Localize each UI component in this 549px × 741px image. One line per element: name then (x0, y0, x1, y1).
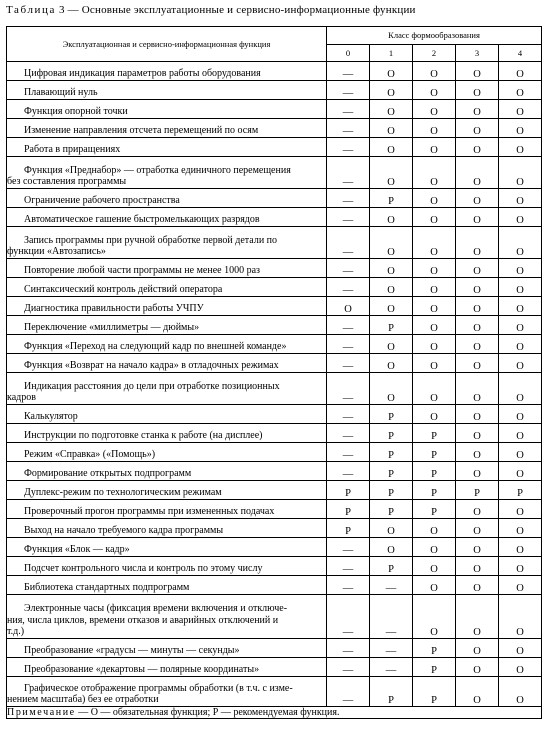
function-text-line: Диагностика правильности работы УЧПУ (24, 303, 204, 315)
class-3-value: О (456, 119, 499, 138)
class-3-value: О (456, 405, 499, 424)
table-row (7, 316, 542, 335)
class-4-value: О (499, 557, 542, 576)
class-0-value: — (327, 538, 370, 557)
class-4-value: О (499, 405, 542, 424)
class-1-value: О (370, 335, 413, 354)
class-3-value: О (456, 354, 499, 373)
class-0-value: — (327, 677, 370, 707)
class-2-value: О (413, 373, 456, 405)
class-3-value: О (456, 500, 499, 519)
class-4-value: О (499, 538, 542, 557)
class-2-value: Р (413, 658, 456, 677)
table-row (7, 481, 542, 500)
function-text-line: Автоматическое гашение быстромелькающих разрядов (24, 214, 260, 226)
class-2-value: О (413, 557, 456, 576)
table-row (7, 677, 542, 707)
class-3-value: О (456, 335, 499, 354)
function-cell (7, 354, 327, 373)
class-4-value: О (499, 278, 542, 297)
table-row (7, 157, 542, 189)
function-text-line: Электронные часы (фиксация времени включения и отключе- (24, 603, 288, 615)
class-0-value: — (327, 81, 370, 100)
function-cell (7, 576, 327, 595)
class-3-value: О (456, 557, 499, 576)
function-cell (7, 538, 327, 557)
table-row (7, 138, 542, 157)
function-text-line: Индикация расстояния до цели при отработке позиционных (24, 380, 280, 392)
function-text-line: нением масштаба) без ее отработки (7, 694, 159, 706)
function-text-line: Дуплекс-режим по технологическим режимам (24, 487, 222, 499)
table-caption (6, 4, 416, 16)
class-1-value: О (370, 138, 413, 157)
class-0-value: — (327, 639, 370, 658)
class-4-value: О (499, 62, 542, 81)
class-3-value: О (456, 538, 499, 557)
class-4-value: О (499, 316, 542, 335)
function-text-line: Синтаксический контроль действий оператора (24, 284, 223, 296)
function-text-line: Функция «Преднабор» — отработка единичного перемещения (24, 164, 291, 176)
class-3-value: О (456, 519, 499, 538)
table-row (7, 278, 542, 297)
table-row (7, 424, 542, 443)
class-3-value: О (456, 157, 499, 189)
class-2-value: Р (413, 443, 456, 462)
class-1-value: О (370, 119, 413, 138)
function-text-line: Функция «Переход на следующий кадр по внешней команде» (24, 341, 287, 353)
class-2-value: О (413, 208, 456, 227)
class-4-value: О (499, 259, 542, 278)
class-2-value: О (413, 354, 456, 373)
class-0-value: О (327, 297, 370, 316)
class-0-value: — (327, 595, 370, 639)
function-text-line: Ограничение рабочего пространства (24, 195, 180, 207)
class-1-value: — (370, 595, 413, 639)
function-text-line: Калькулятор (24, 411, 78, 423)
class-1-value: Р (370, 677, 413, 707)
class-4-value: Р (499, 481, 542, 500)
class-4-value: О (499, 335, 542, 354)
function-text-line: функции «Автозапись» (7, 246, 106, 258)
function-text-line: ния, числа циклов, времени отказов и аварийных отключений и (7, 614, 279, 626)
class-3-value: О (456, 208, 499, 227)
class-0-value: — (327, 462, 370, 481)
class-2-value: О (413, 138, 456, 157)
class-4-value: О (499, 208, 542, 227)
class-3-value: О (456, 138, 499, 157)
table-note (7, 707, 542, 719)
class-1-value: О (370, 297, 413, 316)
table-row (7, 658, 542, 677)
class-4-value: О (499, 157, 542, 189)
function-cell (7, 677, 327, 707)
function-text-line: Запись программы при ручной обработке первой детали по (24, 234, 278, 246)
class-0-value: — (327, 62, 370, 81)
class-3-value: О (456, 462, 499, 481)
class-4-value: О (499, 227, 542, 259)
class-1-value: О (370, 373, 413, 405)
table-row (7, 519, 542, 538)
class-1-value: — (370, 639, 413, 658)
table-row (7, 557, 542, 576)
class-2-value: О (413, 278, 456, 297)
class-2-value: Р (413, 481, 456, 500)
function-cell (7, 297, 327, 316)
class-0-value: — (327, 157, 370, 189)
class-3-value: О (456, 424, 499, 443)
class-3-value: О (456, 443, 499, 462)
class-3-value: О (456, 278, 499, 297)
class-2-value: Р (413, 639, 456, 658)
table-row (7, 354, 542, 373)
class-2-value: О (413, 62, 456, 81)
function-text-line: Инструкции по подготовке станка к работе (на дисплее) (24, 430, 263, 442)
table-row (7, 208, 542, 227)
table-row (7, 576, 542, 595)
function-cell (7, 227, 327, 259)
class-2-value: О (413, 538, 456, 557)
table-row (7, 373, 542, 405)
class-3-value: О (456, 227, 499, 259)
function-text-line: Плавающий нуль (24, 87, 98, 99)
class-2-value: Р (413, 677, 456, 707)
class-1-value: О (370, 100, 413, 119)
function-cell (7, 208, 327, 227)
function-text-line: Подсчет контрольного числа и контроль по этому числу (24, 563, 263, 575)
function-cell (7, 119, 327, 138)
class-4-value: О (499, 500, 542, 519)
class-2-value: Р (413, 462, 456, 481)
table-row (7, 405, 542, 424)
function-cell (7, 595, 327, 639)
function-text-line: Библиотека стандартных подпрограмм (24, 582, 190, 594)
class-3-value: О (456, 62, 499, 81)
function-cell (7, 462, 327, 481)
function-cell (7, 557, 327, 576)
class-3-value: О (456, 81, 499, 100)
class-3-value: О (456, 100, 499, 119)
class-1-value: О (370, 227, 413, 259)
header-class-4: 4 (499, 44, 542, 62)
table-row (7, 297, 542, 316)
caption-lead: Таблица (6, 4, 56, 16)
class-2-value: О (413, 335, 456, 354)
table-row (7, 259, 542, 278)
class-3-value: О (456, 677, 499, 707)
class-2-value: О (413, 405, 456, 424)
class-4-value: О (499, 373, 542, 405)
function-text-line: т.д.) (7, 626, 25, 638)
function-cell (7, 278, 327, 297)
class-2-value: О (413, 595, 456, 639)
function-cell (7, 316, 327, 335)
class-4-value: О (499, 658, 542, 677)
function-text-line: Графическое отображение программы обработки (в т.ч. с изме- (24, 682, 293, 694)
header-class-1: 1 (370, 44, 413, 62)
function-cell (7, 519, 327, 538)
class-4-value: О (499, 297, 542, 316)
class-1-value: Р (370, 481, 413, 500)
class-4-value: О (499, 462, 542, 481)
class-2-value: Р (413, 500, 456, 519)
function-text-line: Режим «Справка» («Помощь») (24, 449, 156, 461)
class-4-value: О (499, 576, 542, 595)
class-2-value: О (413, 157, 456, 189)
class-4-value: О (499, 639, 542, 658)
table-row (7, 335, 542, 354)
class-1-value: О (370, 208, 413, 227)
class-2-value: О (413, 189, 456, 208)
class-0-value: — (327, 100, 370, 119)
class-0-value: — (327, 138, 370, 157)
class-1-value: — (370, 658, 413, 677)
class-0-value: — (327, 208, 370, 227)
class-0-value: — (327, 119, 370, 138)
class-1-value: — (370, 576, 413, 595)
table-row (7, 462, 542, 481)
function-cell (7, 500, 327, 519)
function-cell (7, 335, 327, 354)
header-class-3: 3 (456, 44, 499, 62)
header-function: Эксплуатационная и сервисно-информационная функция (7, 27, 327, 62)
class-1-value: О (370, 519, 413, 538)
function-text-line: Цифровая индикация параметров работы оборудования (24, 68, 261, 80)
function-cell (7, 100, 327, 119)
function-cell (7, 138, 327, 157)
note-label: Примечание (7, 707, 76, 718)
function-cell (7, 481, 327, 500)
caption-text: 3 — Основные эксплуатационные и сервисно-информационные функции (56, 4, 416, 16)
function-text-line: Функция «Блок — кадр» (24, 544, 130, 556)
table-row (7, 62, 542, 81)
table-row (7, 189, 542, 208)
class-0-value: — (327, 259, 370, 278)
class-2-value: О (413, 259, 456, 278)
class-2-value: Р (413, 424, 456, 443)
function-text-line: Функция «Возврат на начало кадра» в отладочных режимах (24, 360, 279, 372)
class-3-value: О (456, 373, 499, 405)
class-2-value: О (413, 316, 456, 335)
class-0-value: Р (327, 519, 370, 538)
class-3-value: О (456, 316, 499, 335)
table-row (7, 443, 542, 462)
class-1-value: Р (370, 316, 413, 335)
function-text-line: Формирование открытых подпрограмм (24, 468, 192, 480)
class-0-value: — (327, 354, 370, 373)
class-0-value: — (327, 576, 370, 595)
class-2-value: О (413, 519, 456, 538)
class-4-value: О (499, 424, 542, 443)
function-text-line: Функция опорной точки (24, 106, 128, 118)
class-2-value: О (413, 227, 456, 259)
class-3-value: О (456, 658, 499, 677)
function-text-line: Переключение «миллиметры — дюймы» (24, 322, 200, 334)
header-class-group: Класс формообразования (327, 27, 542, 45)
function-cell (7, 639, 327, 658)
function-cell (7, 81, 327, 100)
function-cell (7, 658, 327, 677)
class-1-value: Р (370, 500, 413, 519)
table-row (7, 119, 542, 138)
function-cell (7, 373, 327, 405)
function-cell (7, 157, 327, 189)
class-2-value: О (413, 576, 456, 595)
class-4-value: О (499, 519, 542, 538)
class-2-value: О (413, 81, 456, 100)
class-4-value: О (499, 354, 542, 373)
class-1-value: О (370, 157, 413, 189)
function-cell (7, 443, 327, 462)
class-1-value: Р (370, 189, 413, 208)
function-text-line: кадров (7, 392, 36, 404)
class-0-value: — (327, 373, 370, 405)
table-row (7, 227, 542, 259)
function-text-line: Проверочный прогон программы при измененных подачах (24, 506, 275, 518)
function-text-line: Выход на начало требуемого кадра программы (24, 525, 224, 537)
header-class-0: 0 (327, 44, 370, 62)
class-4-value: О (499, 100, 542, 119)
functions-table (6, 26, 542, 719)
function-text-line: Изменение направления отсчета перемещений по осям (24, 125, 259, 137)
table-row (7, 500, 542, 519)
class-0-value: — (327, 443, 370, 462)
class-4-value: О (499, 443, 542, 462)
table-body (7, 62, 542, 707)
class-0-value: Р (327, 481, 370, 500)
function-text-line: Преобразование «градусы — минуты — секунды» (24, 645, 240, 657)
function-text-line: без составления программы (7, 176, 127, 188)
class-4-value: О (499, 677, 542, 707)
class-1-value: Р (370, 424, 413, 443)
table-row (7, 639, 542, 658)
class-3-value: О (456, 297, 499, 316)
function-cell (7, 259, 327, 278)
table-row (7, 81, 542, 100)
class-1-value: Р (370, 462, 413, 481)
class-0-value: — (327, 405, 370, 424)
function-cell (7, 62, 327, 81)
function-text-line: Повторение любой части программы не менее 1000 раз (24, 265, 260, 277)
class-3-value: О (456, 576, 499, 595)
class-0-value: — (327, 557, 370, 576)
class-4-value: О (499, 595, 542, 639)
class-0-value: — (327, 658, 370, 677)
class-3-value: О (456, 595, 499, 639)
class-0-value: Р (327, 500, 370, 519)
class-1-value: О (370, 62, 413, 81)
class-1-value: О (370, 538, 413, 557)
class-0-value: — (327, 189, 370, 208)
class-3-value: О (456, 189, 499, 208)
class-4-value: О (499, 81, 542, 100)
class-1-value: О (370, 81, 413, 100)
function-cell (7, 424, 327, 443)
table-row (7, 595, 542, 639)
class-1-value: О (370, 278, 413, 297)
function-cell (7, 189, 327, 208)
table-row (7, 538, 542, 557)
class-0-value: — (327, 227, 370, 259)
class-2-value: О (413, 119, 456, 138)
class-4-value: О (499, 189, 542, 208)
class-0-value: — (327, 335, 370, 354)
class-3-value: О (456, 259, 499, 278)
class-3-value: О (456, 639, 499, 658)
class-1-value: Р (370, 405, 413, 424)
note-text: — О — обязательная функция; Р — рекомендуемая функция. (75, 707, 340, 718)
header-class-2: 2 (413, 44, 456, 62)
class-2-value: О (413, 297, 456, 316)
class-1-value: О (370, 354, 413, 373)
table-row (7, 100, 542, 119)
class-0-value: — (327, 424, 370, 443)
function-text-line: Преобразование «декартовы — полярные координаты» (24, 664, 260, 676)
class-3-value: Р (456, 481, 499, 500)
class-4-value: О (499, 138, 542, 157)
class-0-value: — (327, 278, 370, 297)
function-text-line: Работа в приращениях (24, 144, 121, 156)
class-1-value: О (370, 259, 413, 278)
class-1-value: Р (370, 557, 413, 576)
class-0-value: — (327, 316, 370, 335)
class-4-value: О (499, 119, 542, 138)
function-cell (7, 405, 327, 424)
class-1-value: Р (370, 443, 413, 462)
class-2-value: О (413, 100, 456, 119)
